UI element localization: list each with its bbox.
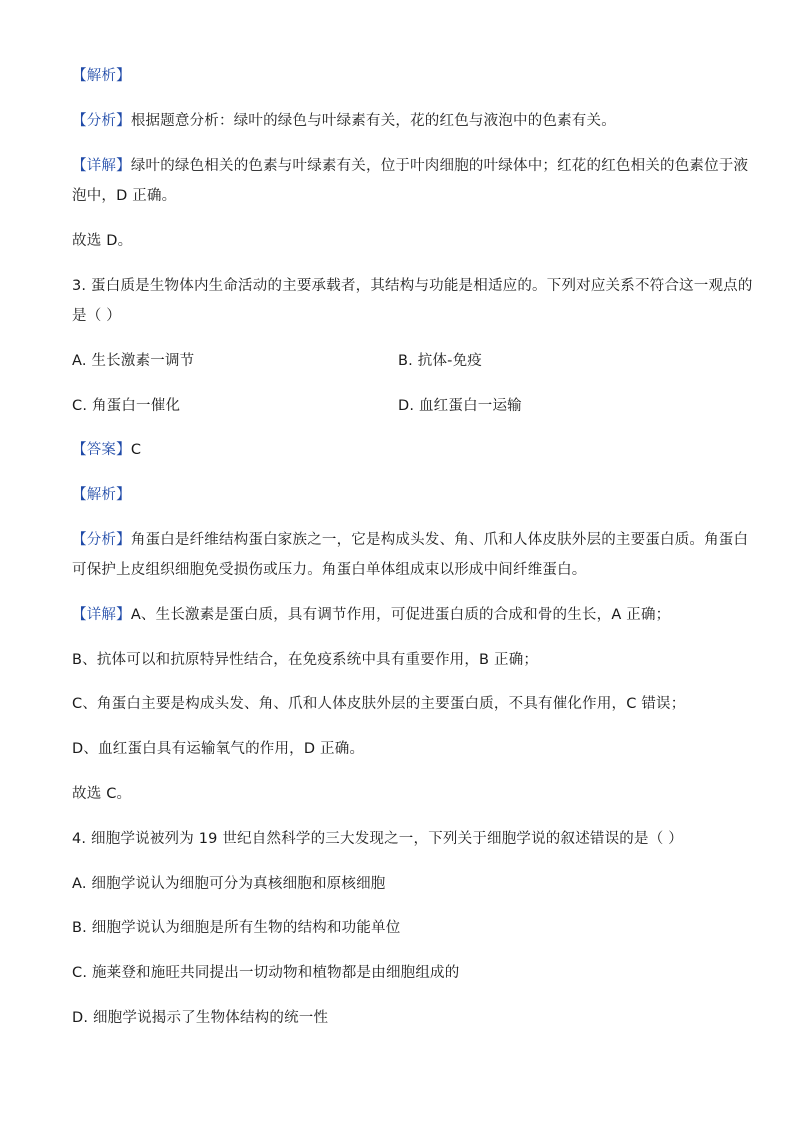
detail-item-b: B、抗体可以和抗原特异性结合，在免疫系统中具有重要作用，B 正确； [72, 652, 539, 668]
section-heading-jiexi: 【解析】 [72, 68, 131, 84]
question-3-stem-line2: 是（ ） [72, 308, 121, 324]
detail-paragraph-line2: 泡中，D 正确。 [72, 188, 177, 204]
question-4-stem: 4. 细胞学说被列为 19 世纪自然科学的三大发现之一，下列关于细胞学说的叙述错误的是（ ） [72, 831, 683, 847]
detail-item-c: C、角蛋白主要是构成头发、角、爪和人体皮肤外层的主要蛋白质，不具有催化作用，C 错误； [72, 696, 686, 712]
detail-item-d: D、血红蛋白具有运输氧气的作用，D 正确。 [72, 741, 365, 757]
question-4-option-d: D. 细胞学说揭示了生物体结构的统一性 [72, 1010, 329, 1026]
question-3-option-d: D. 血红蛋白一运输 [398, 398, 522, 414]
detail-text-2: A、生长激素是蛋白质，具有调节作用，可促进蛋白质的合成和骨的生长，A 正确； [130, 607, 671, 623]
question-3-option-b: B. 抗体-免疫 [398, 353, 482, 369]
section-heading-jiexi-2: 【解析】 [72, 487, 131, 503]
question-3-option-a: A. 生长激素一调节 [72, 353, 195, 369]
analysis-text: 根据题意分析：绿叶的绿色与叶绿素有关，花的红色与液泡中的色素有关。 [130, 113, 616, 129]
detail-text: 绿叶的绿色相关的色素与叶绿素有关，位于叶肉细胞的叶绿体中；红花的红色相关的色素位于液 [130, 158, 749, 174]
detail-tag-2: 【详解】 [72, 607, 131, 623]
answer-conclusion: 故选 D。 [72, 233, 133, 249]
analysis-text-2: 角蛋白是纤维结构蛋白家族之一，它是构成头发、角、爪和人体皮肤外层的主要蛋白质。角蛋白 [130, 532, 749, 548]
detail-paragraph-line1 [72, 156, 748, 176]
question-4-option-b: B. 细胞学说认为细胞是所有生物的结构和功能单位 [72, 920, 401, 936]
answer-value: C [130, 442, 142, 458]
question-3-stem-line1: 3. 蛋白质是生物体内生命活动的主要承载者，其结构与功能是相适应的。下列对应关系不符合这一观点的 [72, 278, 753, 294]
question-4-option-c: C. 施莱登和施旺共同提出一切动物和植物都是由细胞组成的 [72, 965, 460, 981]
analysis-paragraph-2-line1 [72, 530, 748, 550]
analysis-paragraph [72, 111, 616, 131]
question-4-option-a: A. 细胞学说认为细胞可分为真核细胞和原核细胞 [72, 876, 386, 892]
detail-paragraph-2 [72, 605, 670, 625]
analysis-paragraph-2-line2: 可保护上皮组织细胞免受损伤或压力。角蛋白单体组成束以形成中间纤维蛋白。 [72, 562, 587, 578]
answer-line [72, 440, 141, 460]
answer-conclusion-2: 故选 C。 [72, 786, 132, 802]
analysis-tag: 【分析】 [72, 113, 131, 129]
question-3-option-c: C. 角蛋白一催化 [72, 398, 181, 414]
answer-tag: 【答案】 [72, 442, 131, 458]
analysis-tag-2: 【分析】 [72, 532, 131, 548]
detail-tag: 【详解】 [72, 158, 131, 174]
